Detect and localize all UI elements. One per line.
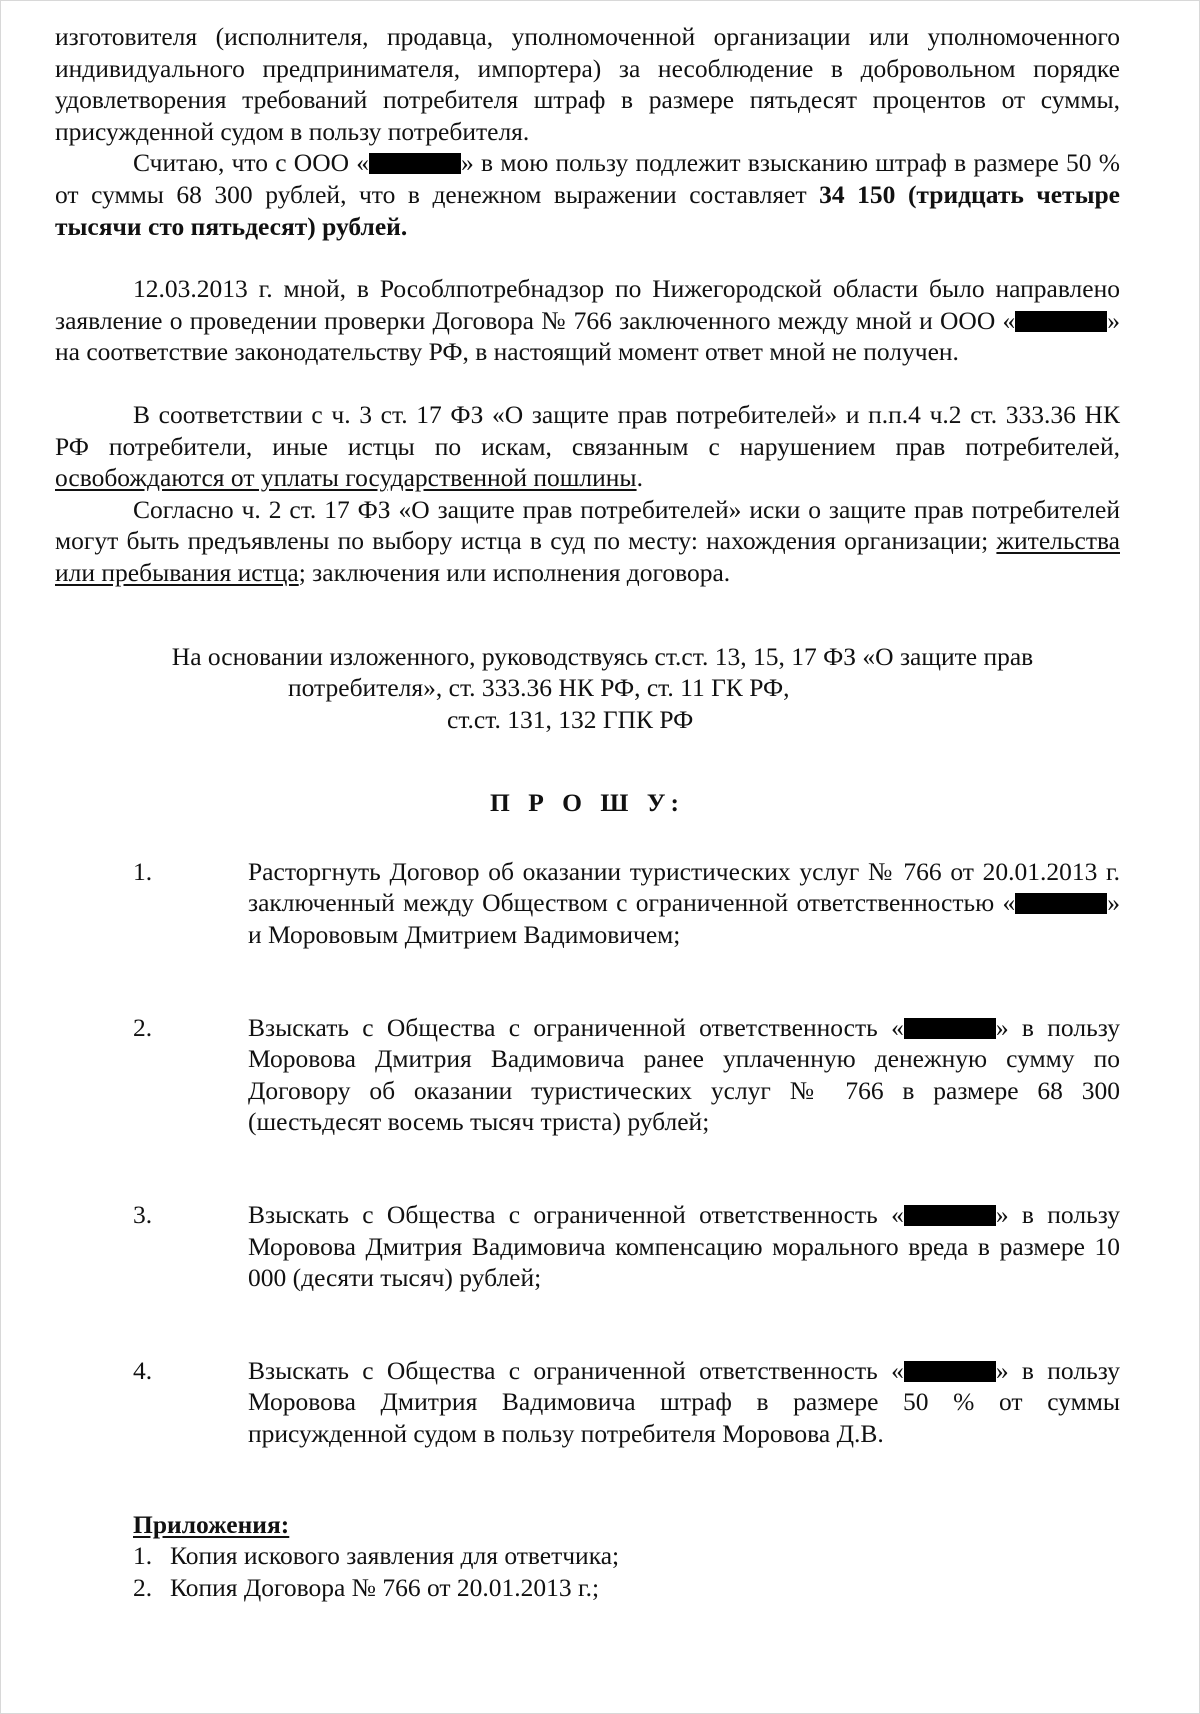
paragraph-duty-exemption: В соответствии с ч. 3 ст. 17 ФЗ «О защите прав потребителей» и п.п.4 ч.2 ст. 333.36 НК РФ потребители, иные истцы по искам, связанным с нарушением прав потребителей, освобождаются от уплаты государственной пошлины. (55, 399, 1120, 493)
redacted-company-name (904, 1361, 996, 1382)
document-body (55, 21, 1120, 1603)
request-heading: П Р О Ш У: (490, 788, 685, 818)
request-number: 1. (133, 856, 153, 886)
request-number: 3. (133, 1200, 153, 1230)
redacted-company-name (904, 1205, 996, 1226)
paragraph-inspection-request: 12.03.2013 г. мной, в Рособлпотребнадзор по Нижегородской области было направлено заявление о проведении проверки Договора № 766 заключенного между мной и ООО « » на соответствие законодательству РФ, в настоящий момент ответ мной не получен. (55, 274, 1120, 367)
paragraph-penalty-claim: Считаю, что с ООО « » в мою пользу подлежит взысканию штраф в размере 50 % от суммы 68 300 рублей, что в денежном выражении составляет 34 150 (тридцать четыре тысячи сто пятьдесят) рублей. (55, 148, 1120, 241)
penalty-amount: 34 150 (тридцать четыре тысячи сто пятьдесят) рублей. (55, 179, 1120, 241)
request-item-3: 3. Взыскать с Общества с ограниченной ответственность « » в пользу Моровова Дмитрия Вадимовича компенсацию морального вреда в размере 10 000 (десяти тысяч) рублей; (133, 1200, 1120, 1293)
request-number: 2. (133, 1012, 153, 1042)
redacted-company-name (904, 1018, 996, 1039)
request-item-4: 4. Взыскать с Общества с ограниченной ответственность « » в пользу Моровова Дмитрия Вадимовича штраф в размере 50 % от суммы присужденной судом в пользу потребителя Моровова Д.В. (133, 1355, 1120, 1448)
request-item-2: 2. Взыскать с Общества с ограниченной ответственность « » в пользу Моровова Дмитрия Вадимовича ранее уплаченную денежную сумму по Договору об оказании туристических услуг № 766 в размере 68 300 (шестьдесят восемь тысяч триста) рублей; (133, 1012, 1120, 1137)
legal-basis-line-2: потребителя», ст. 333.36 НК РФ, ст. 11 ГК РФ, (288, 673, 790, 703)
attachment-item: 2. Копия Договора № 766 от 20.01.2013 г.; (133, 1572, 600, 1602)
legal-basis (55, 641, 1120, 736)
paragraph-penalty-law: изготовителя (исполнителя, продавца, уполномоченной организации или уполномоченного индивидуального предпринимателя, импортера) за несоблюдение в добровольном порядке удовлетворения требований потребителя штраф в размере пятьдесят процентов от суммы, присужденной судом в пользу потребителя. (55, 22, 1120, 146)
attachments-heading: Приложения: (133, 1509, 290, 1539)
redacted-company-name (1015, 311, 1107, 332)
redacted-company-name (369, 153, 461, 174)
attachment-item: 1. Копия искового заявления для ответчика; (133, 1541, 620, 1571)
underlined-duty-exemption: освобождаются от уплаты государственной пошлины (55, 463, 637, 493)
request-item-1: 1. Расторгнуть Договор об оказании туристических услуг № 766 от 20.01.2013 г. заключенный между Обществом с ограниченной ответственностью « » и Морововым Дмитрием Вадимовичем; (133, 856, 1120, 950)
request-number: 4. (133, 1355, 153, 1385)
redacted-company-name (1015, 893, 1107, 914)
legal-basis-line-1: На основании изложенного, руководствуясь ст.ст. 13, 15, 17 ФЗ «О защите прав (171, 641, 1034, 671)
legal-basis-line-3: ст.ст. 131, 132 ГПК РФ (447, 704, 694, 734)
underlined-plaintiff-residence: жительства или пребывания истца (55, 526, 1120, 587)
paragraph-jurisdiction: Согласно ч. 2 ст. 17 ФЗ «О защите прав потребителей» иски о защите прав потребителей могут быть предъявлены по выбору истца в суд по месту: нахождения организации; жительства или пребывания истца; заключения или исполнения договора. (55, 494, 1120, 587)
